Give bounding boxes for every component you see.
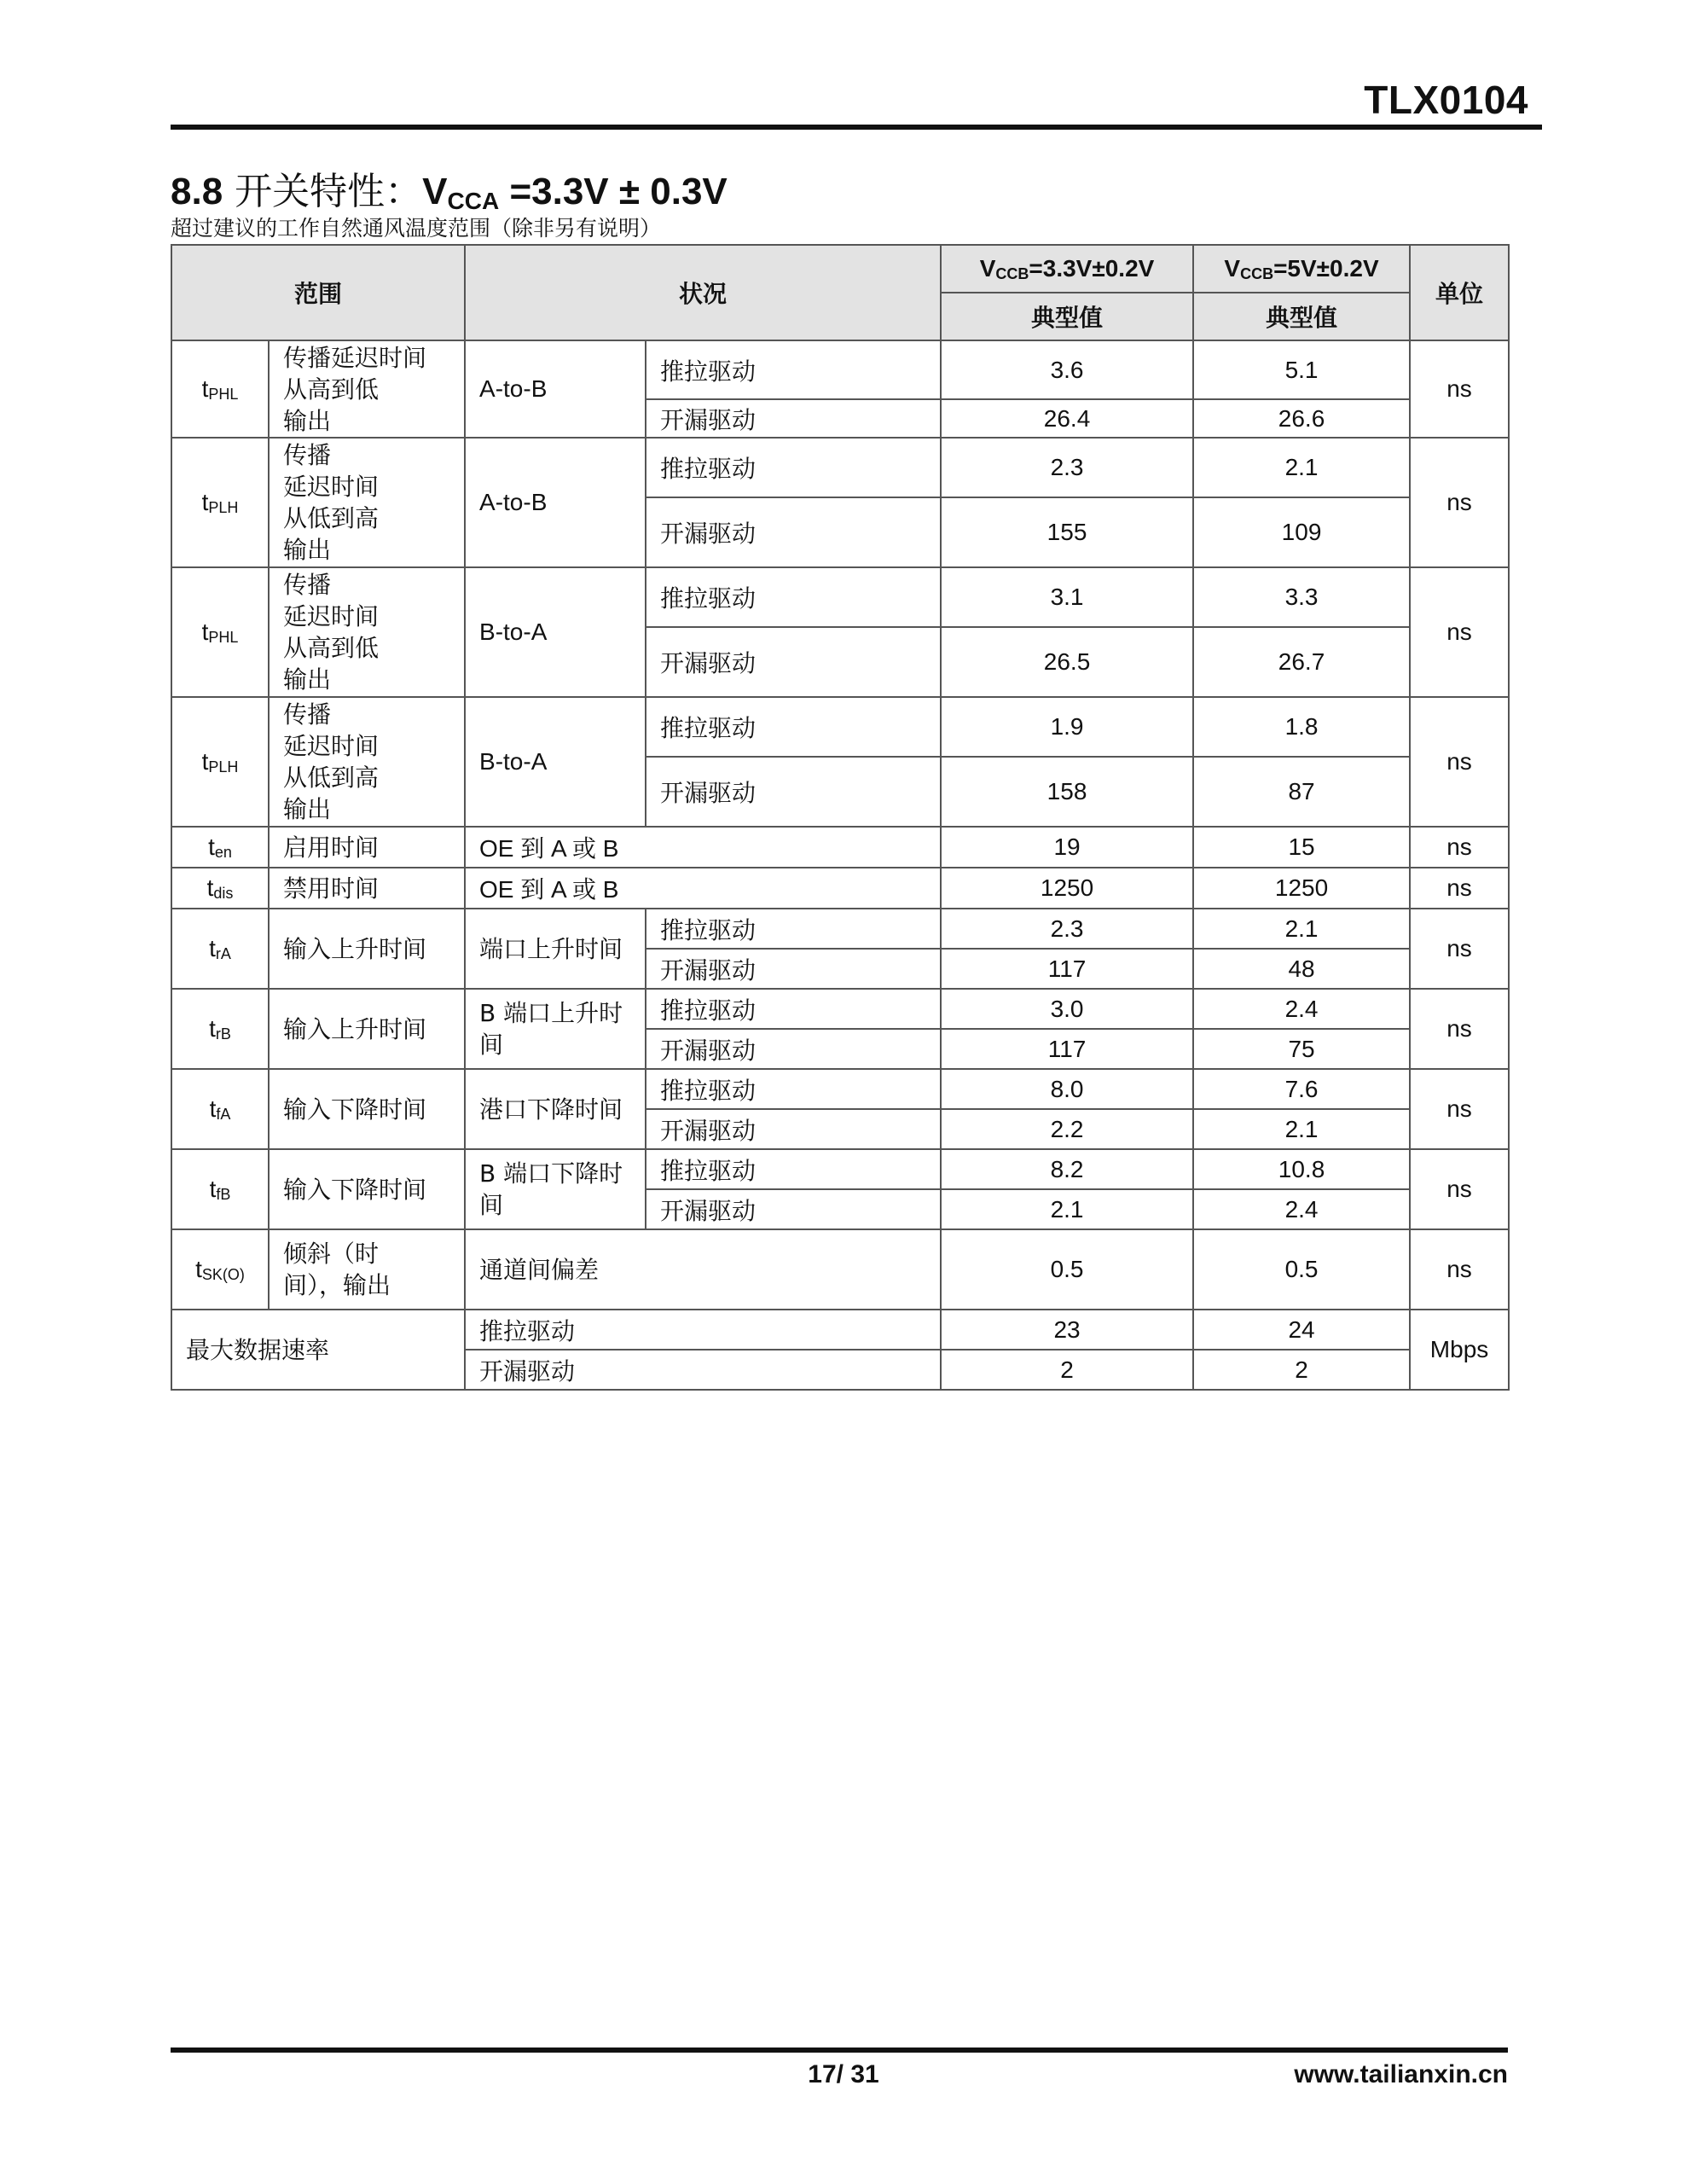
drive-type: 推拉驱动 [646,340,941,399]
param-description: 禁用时间 [269,868,465,909]
header-typical-2: 典型值 [1193,293,1410,340]
table-row [171,1149,1509,1189]
value-cell: 1250 [941,868,1193,909]
value-cell: 2.2 [941,1109,1193,1149]
value-cell: 26.6 [1193,399,1410,438]
page-number: 17/ 31 [808,2060,879,2088]
param-condition: OE 到 A 或 B [465,868,941,909]
drive-type: 推拉驱动 [646,989,941,1029]
value-cell: 1250 [1193,868,1410,909]
value-cell: 10.8 [1193,1149,1410,1189]
value-cell: 2.4 [1193,989,1410,1029]
value-cell: 2.3 [941,438,1193,497]
unit-cell: ns [1410,567,1509,697]
param-condition: A-to-B [465,340,646,438]
document-part-number: TLX0104 [1364,78,1528,122]
param-condition: B 端口上升时 间 [465,989,646,1069]
value-cell: 1.8 [1193,697,1410,757]
header-condition: 状况 [465,245,941,340]
value-cell: 7.6 [1193,1069,1410,1109]
table-row [171,1229,1509,1310]
value-cell: 23 [941,1310,1193,1350]
drive-type: 开漏驱动 [646,1029,941,1069]
value-cell: 26.4 [941,399,1193,438]
drive-type: 推拉驱动 [646,438,941,497]
drive-type: 推拉驱动 [646,1069,941,1109]
param-condition: A-to-B [465,438,646,567]
value-cell: 155 [941,497,1193,567]
footer-rule [171,2048,1508,2053]
param-symbol: $t_{dis}$ [171,868,269,909]
header-typical-1: 典型值 [941,293,1193,340]
drive-type: 开漏驱动 [646,627,941,697]
drive-type: 开漏驱动 [646,1109,941,1149]
value-cell: 2 [1193,1350,1410,1390]
drive-type: 开漏驱动 [646,1189,941,1229]
value-cell: 2.4 [1193,1189,1410,1229]
value-cell: 2.1 [1193,1109,1410,1149]
param-description: 传播 延迟时间 从低到高 输出 [269,438,465,567]
website-link[interactable]: www.tailianxin.cn [1294,2060,1508,2088]
value-cell: 26.5 [941,627,1193,697]
param-description: 输入下降时间 [269,1069,465,1149]
value-cell: 15 [1193,827,1410,868]
param-description: 传播 延迟时间 从低到高 输出 [269,697,465,827]
value-cell: 8.2 [941,1149,1193,1189]
value-cell: 3.3 [1193,567,1410,627]
unit-cell: Mbps [1410,1310,1509,1390]
value-cell: 117 [941,949,1193,989]
param-symbol: $t_{fA}$ [171,1069,269,1149]
table-row [171,438,1509,497]
table-row [171,1310,1509,1350]
drive-type: 推拉驱动 [646,567,941,627]
unit-cell: ns [1410,868,1509,909]
value-cell: 24 [1193,1310,1410,1350]
table-row [171,567,1509,627]
param-symbol: $t_{rA}$ [171,909,269,989]
section-title-cn: 开关特性： [235,170,423,213]
drive-type: 推拉驱动 [465,1310,941,1350]
drive-type: 开漏驱动 [646,757,941,827]
param-symbol: $t_{en}$ [171,827,269,868]
param-symbol: $t_{PLH}$ [171,697,269,827]
header-vccb-5v: $V_{CCB}=5V\pm 0.2V$ [1193,245,1410,293]
param-condition: 端口上升时间 [465,909,646,989]
section-title-vcc: $V_{CCA} =3.3V \pm 0.3V$ [422,171,728,214]
drive-type: 推拉驱动 [646,697,941,757]
value-cell: 2.1 [941,1189,1193,1229]
value-cell: 158 [941,757,1193,827]
param-symbol: $t_{PHL}$ [171,340,269,438]
param-condition: B-to-A [465,567,646,697]
param-condition: 通道间偏差 [465,1229,941,1310]
unit-cell: ns [1410,1069,1509,1149]
table-row [171,827,1509,868]
value-cell: 2.3 [941,909,1193,949]
param-description: 启用时间 [269,827,465,868]
value-cell: 0.5 [1193,1229,1410,1310]
header-unit: 单位 [1410,245,1509,340]
value-cell: 2.1 [1193,438,1410,497]
param-description: 传播 延迟时间 从高到低 输出 [269,567,465,697]
unit-cell: ns [1410,827,1509,868]
section-subtitle: 超过建议的工作自然通风温度范围（除非另有说明） [171,216,662,241]
param-description: 传播延迟时间 从高到低 输出 [269,340,465,438]
table-row [171,868,1509,909]
param-description: 倾斜（时 间），输出 [269,1229,465,1310]
param-symbol: $t_{PLH}$ [171,438,269,567]
value-cell: 87 [1193,757,1410,827]
drive-type: 开漏驱动 [465,1350,941,1390]
value-cell: 1.9 [941,697,1193,757]
value-cell: 5.1 [1193,340,1410,399]
section-number: 8.8 [171,171,223,212]
value-cell: 75 [1193,1029,1410,1069]
value-cell: 3.1 [941,567,1193,627]
value-cell: 117 [941,1029,1193,1069]
param-description: 输入下降时间 [269,1149,465,1229]
param-condition: OE 到 A 或 B [465,827,941,868]
table-row [171,909,1509,949]
param-description: 输入上升时间 [269,909,465,989]
table-row [171,1069,1509,1109]
drive-type: 推拉驱动 [646,1149,941,1189]
unit-cell: ns [1410,1149,1509,1229]
param-symbol: $t_{fB}$ [171,1149,269,1229]
value-cell: 109 [1193,497,1410,567]
unit-cell: ns [1410,340,1509,438]
param-condition: 港口下降时间 [465,1069,646,1149]
drive-type: 推拉驱动 [646,909,941,949]
param-description: 输入上升时间 [269,989,465,1069]
value-cell: 3.6 [941,340,1193,399]
value-cell: 8.0 [941,1069,1193,1109]
table-row [171,697,1509,757]
value-cell: 2 [941,1350,1193,1390]
param-symbol: $t_{PHL}$ [171,567,269,697]
table-row [171,340,1509,399]
header-vccb-3v3: $V_{CCB}=3.3V\pm 0.2V$ [941,245,1193,293]
value-cell: 48 [1193,949,1410,989]
value-cell: 3.0 [941,989,1193,1029]
drive-type: 开漏驱动 [646,399,941,438]
param-description: 最大数据速率 [171,1310,465,1390]
header-range: 范围 [171,245,465,340]
value-cell: 2.1 [1193,909,1410,949]
param-symbol: $t_{rB}$ [171,989,269,1069]
unit-cell: ns [1410,697,1509,827]
drive-type: 开漏驱动 [646,497,941,567]
switching-characteristics-table [171,244,1510,1391]
drive-type: 开漏驱动 [646,949,941,989]
header-rule [171,125,1542,130]
table-row [171,989,1509,1029]
value-cell: 19 [941,827,1193,868]
param-condition: B 端口下降时 间 [465,1149,646,1229]
value-cell: 26.7 [1193,627,1410,697]
unit-cell: ns [1410,438,1509,567]
unit-cell: ns [1410,1229,1509,1310]
param-symbol: $t_{SK(O)}$ [171,1229,269,1310]
unit-cell: ns [1410,989,1509,1069]
param-condition: B-to-A [465,697,646,827]
value-cell: 0.5 [941,1229,1193,1310]
section-title [171,160,728,215]
unit-cell: ns [1410,909,1509,989]
